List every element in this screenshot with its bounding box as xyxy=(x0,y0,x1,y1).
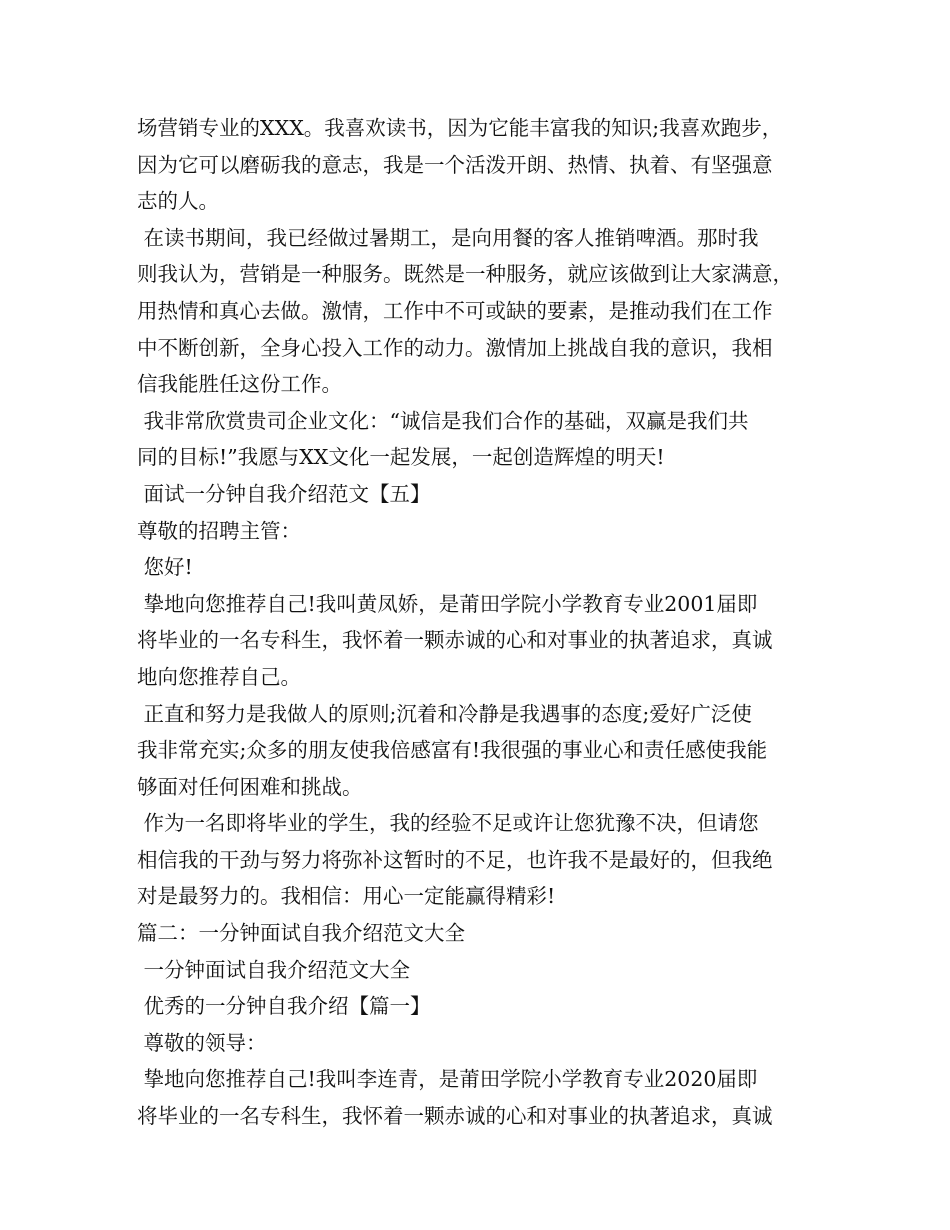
text-line: 地向您推荐自己。 xyxy=(137,664,301,689)
text-line: 中不断创新，全身心投入工作的动力。激情加上挑战自我的意识，我相 xyxy=(137,335,773,360)
text-line: 挚地向您推荐自己!我叫李连青，是莆田学院小学教育专业2020届即 xyxy=(137,1067,758,1092)
text-line: 相信我的干劲与努力将弥补这暂时的不足，也许我不是最好的，但我绝 xyxy=(137,847,773,872)
text-line: 挚地向您推荐自己!我叫黄凤娇，是莆田学院小学教育专业2001届即 xyxy=(137,591,758,616)
text-line: 志的人。 xyxy=(137,189,219,214)
text-line: 在读书期间，我已经做过暑期工，是向用餐的客人推销啤酒。那时我 xyxy=(137,225,759,250)
text-line: 我非常欣赏贵司企业文化：“诚信是我们合作的基础，双赢是我们共 xyxy=(137,408,749,433)
text-line: 则我认为，营销是一种服务。既然是一种服务，就应该做到让大家满意， xyxy=(137,262,793,287)
text-line: 用热情和真心去做。激情，工作中不可或缺的要素，是推动我们在工作 xyxy=(137,298,773,323)
chapter-heading: 篇二：一分钟面试自我介绍范文大全 xyxy=(137,921,465,946)
text-line: 因为它可以磨砺我的意志，我是一个活泼开朗、热情、执着、有坚强意 xyxy=(137,152,773,177)
salutation: 尊敬的招聘主管： xyxy=(137,518,301,543)
greeting: 您好! xyxy=(137,555,193,580)
text-line: 作为一名即将毕业的学生，我的经验不足或许让您犹豫不决，但请您 xyxy=(137,811,759,836)
section-heading: 一分钟面试自我介绍范文大全 xyxy=(137,957,411,982)
text-line: 信我能胜任这份工作。 xyxy=(137,372,342,397)
text-line: 够面对任何困难和挑战。 xyxy=(137,774,363,799)
text-line: 场营销专业的XXX。我喜欢读书，因为它能丰富我的知识;我喜欢跑步， xyxy=(137,116,783,140)
text-line: 正直和努力是我做人的原则;沉着和冷静是我遇事的态度;爱好广泛使 xyxy=(137,701,752,726)
text-line: 将毕业的一名专科生，我怀着一颗赤诚的心和对事业的执著追求，真诚 xyxy=(137,1104,773,1129)
text-line: 同的目标!”我愿与XX文化一起发展，一起创造辉煌的明天! xyxy=(137,445,665,470)
text-line: 我非常充实;众多的朋友使我倍感富有!我很强的事业心和责任感使我能 xyxy=(137,738,768,763)
section-heading: 优秀的一分钟自我介绍【篇一】 xyxy=(137,994,431,1019)
salutation: 尊敬的领导： xyxy=(137,1030,267,1055)
section-heading: 面试一分钟自我介绍范文【五】 xyxy=(137,481,431,506)
document-body xyxy=(137,110,817,1135)
text-line: 将毕业的一名专科生，我怀着一颗赤诚的心和对事业的执著追求，真诚 xyxy=(137,628,773,653)
text-line: 对是最努力的。我相信：用心一定能赢得精彩! xyxy=(137,884,556,909)
